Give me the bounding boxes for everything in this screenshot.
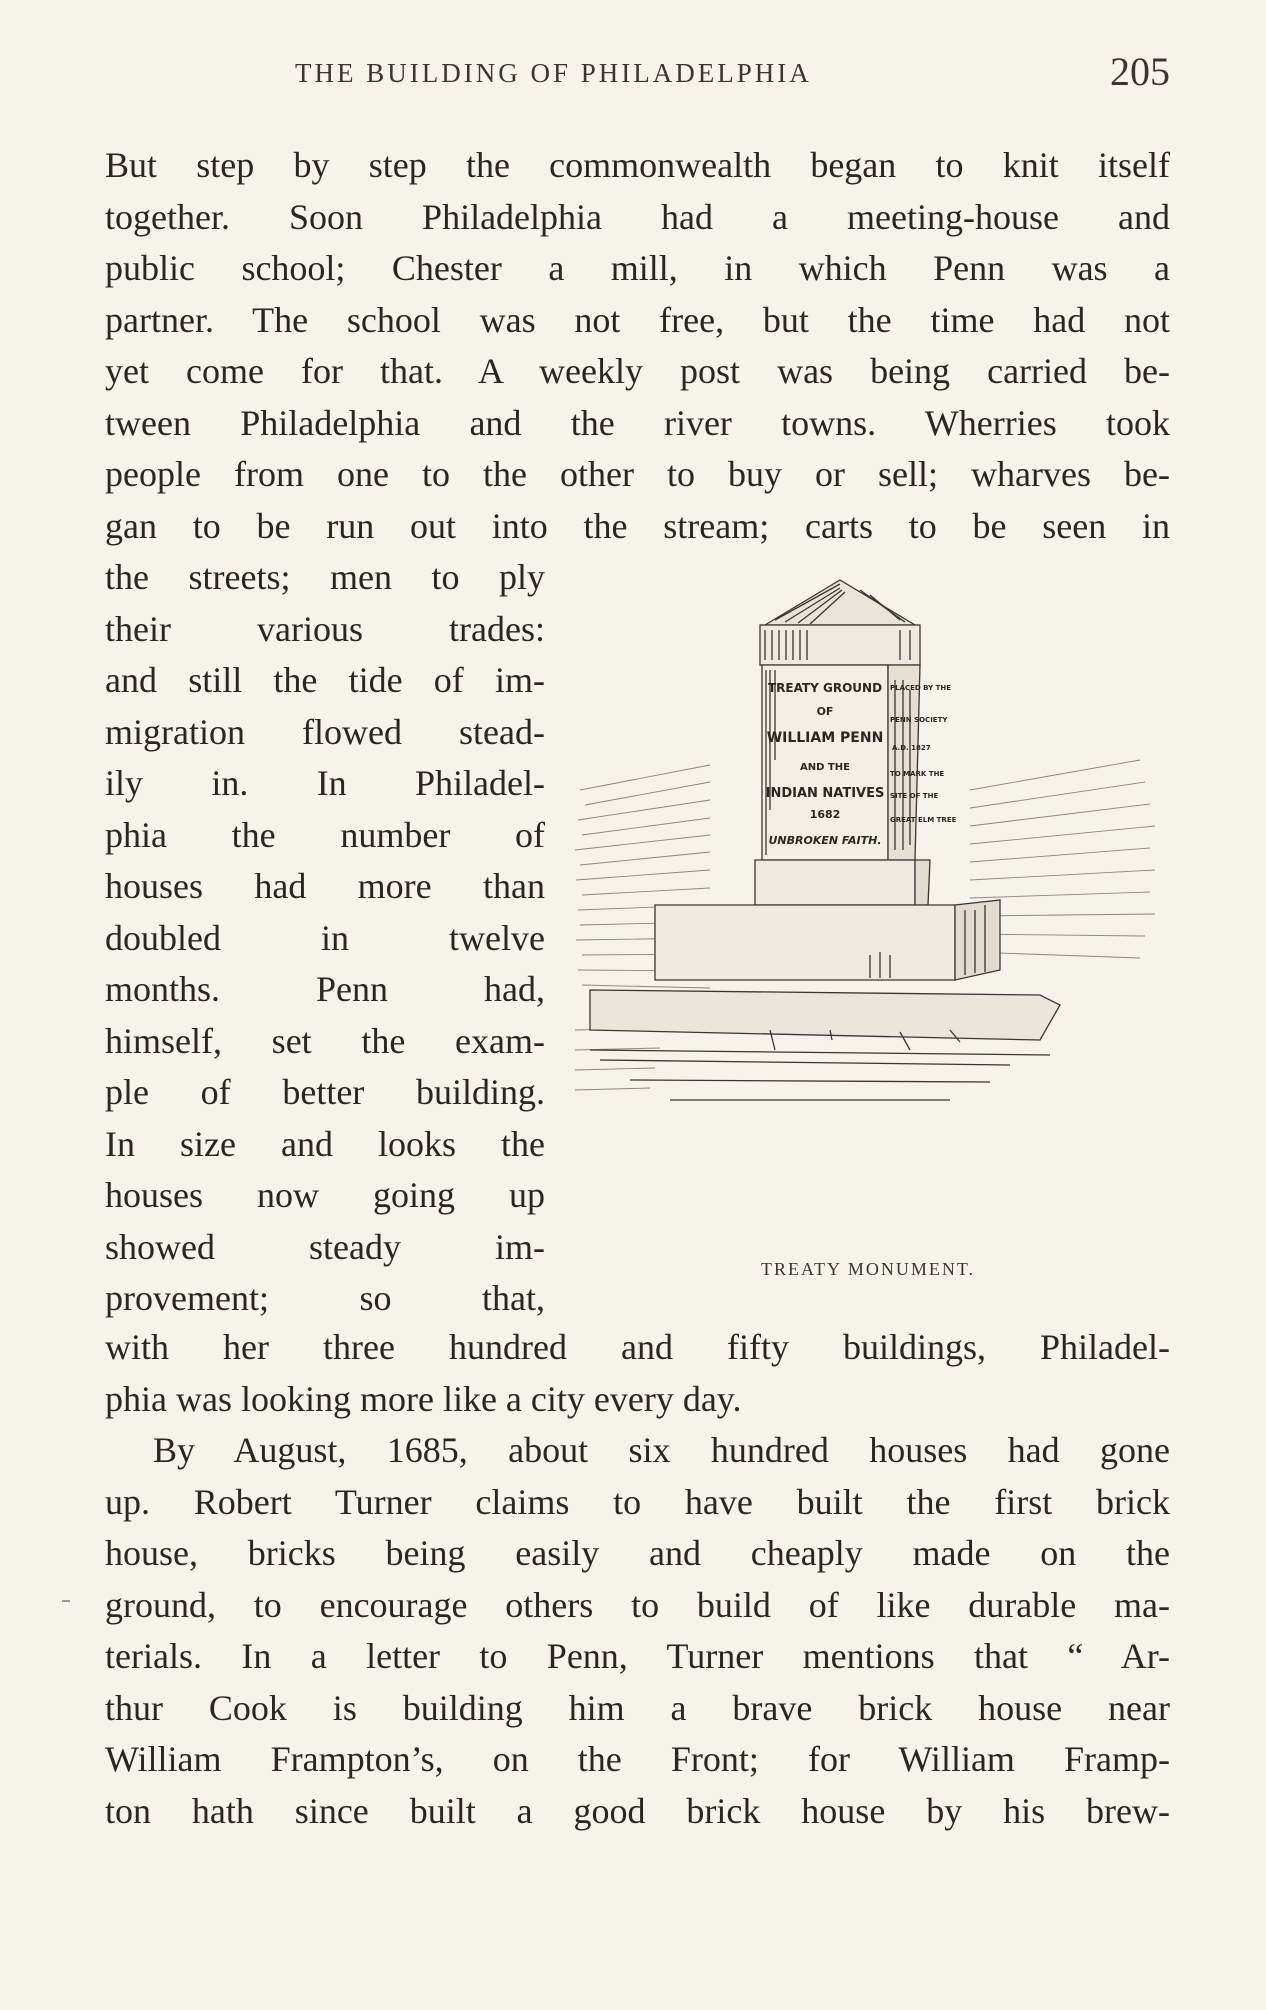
inscription-line: WILLIAM PENN	[766, 730, 884, 746]
text-line: phia was looking more like a city every day.	[105, 1378, 742, 1419]
running-head	[105, 48, 1170, 98]
text-line: By August, 1685, about six hundred houses had gone	[153, 1430, 1170, 1470]
text-line: houses now going up	[105, 1175, 545, 1215]
text-line: showed steady im-	[105, 1226, 545, 1267]
text-line: houses had more than	[105, 866, 545, 906]
text-line: months. Penn had,	[105, 969, 545, 1009]
text-line: phia the number of	[105, 814, 545, 855]
paragraph-2	[105, 1425, 1170, 1837]
text-line: William Frampton’s, on the Front; for William Framp-	[105, 1739, 1170, 1779]
text-line: gan to be run out into the stream; carts to be seen in	[105, 505, 1170, 546]
running-title: THE BUILDING OF PHILADELPHIA	[295, 58, 812, 88]
side-inscription-line: GREAT ELM TREE	[890, 816, 957, 824]
text-line: thur Cook is building him a brave brick house near	[105, 1687, 1170, 1728]
text-line: ple of better building.	[105, 1072, 545, 1112]
inscription-line: AND THE	[800, 762, 850, 773]
text-line: people from one to the other to buy or sell; wharves be-	[105, 454, 1170, 494]
paragraph-1-narrow	[105, 552, 545, 1325]
monument-engraving	[570, 560, 1170, 1260]
text-line: partner. The school was not free, but the time had not	[105, 299, 1170, 340]
gutter-mark	[62, 1600, 70, 1602]
side-inscription-line: PLACED BY THE	[890, 684, 952, 692]
text-line: tween Philadelphia and the river towns. Wherries took	[105, 402, 1170, 443]
text-line: the streets; men to ply	[105, 557, 545, 597]
text-line: ground, to encourage others to build of like durable ma-	[105, 1584, 1170, 1625]
text-line: public school; Chester a mill, in which Penn was a	[105, 248, 1170, 288]
text-line: terials. In a letter to Penn, Turner mentions that “ Ar-	[105, 1636, 1170, 1676]
paragraph-1-wide	[105, 140, 1170, 552]
text-line: and still the tide of im-	[105, 660, 545, 700]
text-line: ton hath since built a good brick house by his brew-	[105, 1790, 1170, 1831]
side-inscription-line: A.D. 1827	[892, 744, 931, 752]
page-number: 205	[1110, 49, 1170, 94]
text-line: migration flowed stead-	[105, 711, 545, 752]
treaty-monument-illustration	[570, 560, 1170, 1260]
inscription-line: INDIAN NATIVES	[765, 786, 885, 801]
text-line: In size and looks the	[105, 1123, 545, 1164]
text-line: But step by step the commonwealth began to knit itself	[105, 145, 1170, 185]
text-line: with her three hundred and fifty buildings, Philadel-	[105, 1327, 1170, 1367]
text-line: ily in. In Philadel-	[105, 763, 545, 803]
side-inscription-line: PENN SOCIETY	[890, 716, 948, 724]
text-line: himself, set the exam-	[105, 1020, 545, 1061]
text-line: together. Soon Philadelphia had a meeting-house and	[105, 196, 1170, 237]
inscription-line: OF	[816, 705, 834, 718]
inscription-line: 1682	[809, 808, 841, 821]
text-line: yet come for that. A weekly post was being carried be-	[105, 351, 1170, 391]
text-line: house, bricks being easily and cheaply made on the	[105, 1533, 1170, 1573]
inscription-line: TREATY GROUND	[767, 681, 883, 695]
text-line: their various trades:	[105, 608, 545, 649]
text-line: provement; so that,	[105, 1278, 545, 1318]
inscription-line: UNBROKEN FAITH.	[768, 834, 882, 847]
paragraph-1-tail	[105, 1322, 1170, 1425]
side-inscription-line: TO MARK THE	[890, 770, 945, 778]
text-line: up. Robert Turner claims to have built the first brick	[105, 1481, 1170, 1522]
figure-caption: TREATY MONUMENT.	[761, 1259, 975, 1279]
text-line: doubled in twelve	[105, 917, 545, 958]
side-inscription-line: SITE OF THE	[890, 792, 939, 800]
